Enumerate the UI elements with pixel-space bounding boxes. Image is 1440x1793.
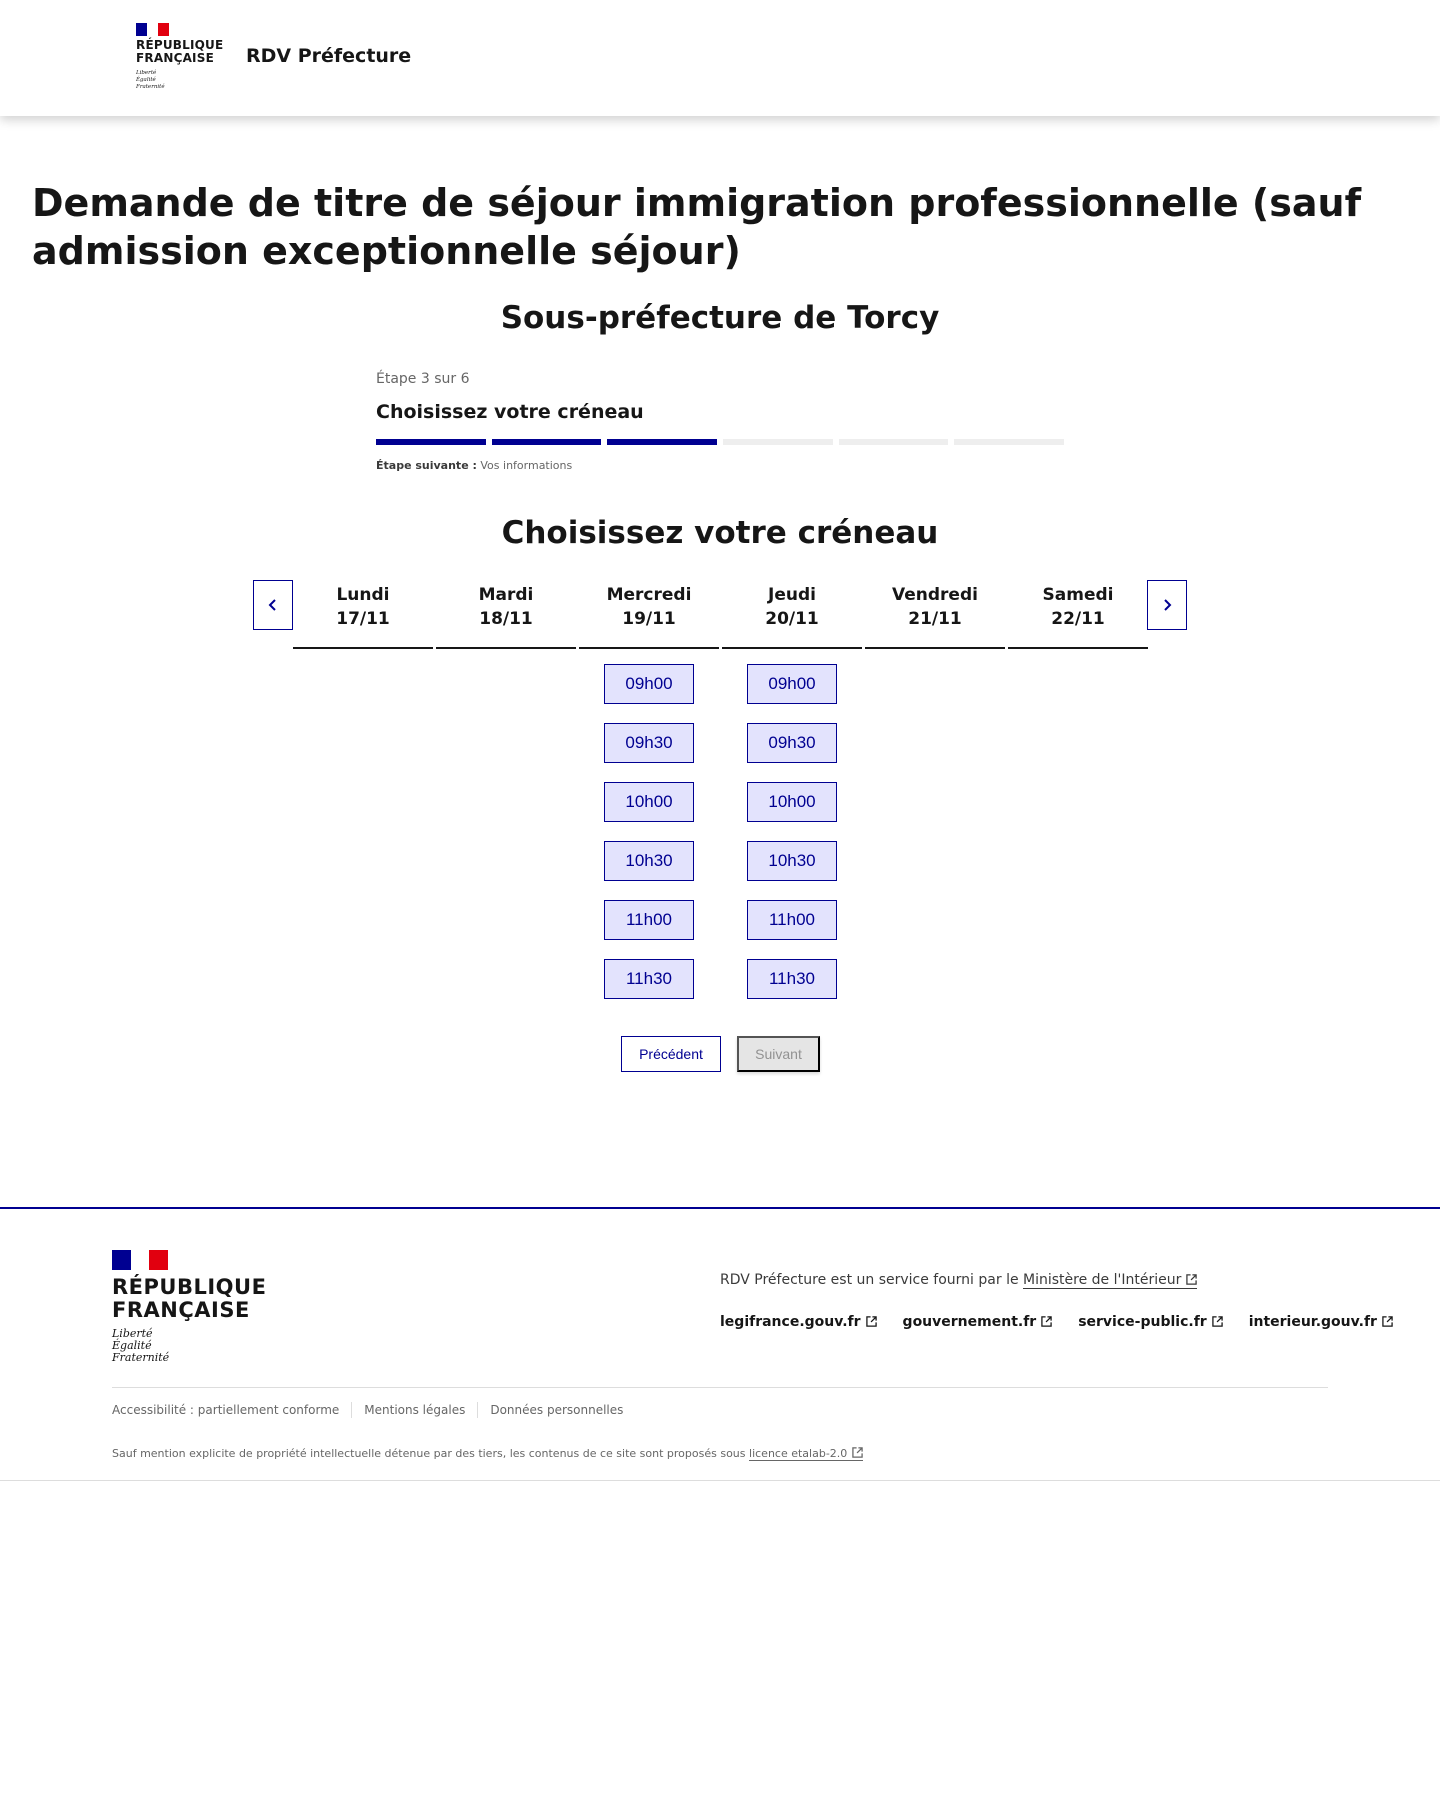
footer-logo-text <box>112 1276 266 1322</box>
logo-line-2: FRANÇAISE <box>136 51 214 65</box>
footer-bottom-link[interactable]: Données personnelles <box>490 1403 624 1417</box>
day-date: 19/11 <box>622 609 676 629</box>
next-button[interactable]: Suivant <box>737 1036 820 1072</box>
footer-description <box>720 1272 1197 1288</box>
footer-logo-line-1: RÉPUBLIQUE <box>112 1275 267 1299</box>
time-slot-button[interactable]: 09h30 <box>604 723 694 763</box>
time-slot-button[interactable]: 09h00 <box>604 664 694 704</box>
external-link-icon <box>852 1447 863 1458</box>
step-bar <box>723 439 833 445</box>
footer-link-label: gouvernement.fr <box>902 1314 1037 1330</box>
step-next-value: Vos informations <box>480 459 573 472</box>
external-link-icon <box>1186 1274 1197 1285</box>
step-next-label: Étape suivante : <box>376 459 477 472</box>
footer-logo-line-2: FRANÇAISE <box>112 1298 250 1322</box>
page-title: Demande de titre de séjour immigration professionnelle (sauf admission exceptionnelle séjour) <box>32 181 1362 273</box>
footer-link-label: service-public.fr <box>1078 1314 1207 1330</box>
day-name: Vendredi <box>892 585 978 605</box>
day-column <box>1008 580 1148 999</box>
motto-fraternite: Fraternité <box>136 84 165 90</box>
marianne-flag-icon <box>136 23 169 36</box>
footer-republique-francaise-logo[interactable] <box>112 1250 266 1364</box>
day-column <box>436 580 576 999</box>
day-header <box>579 580 719 649</box>
step-count: Étape 3 sur 6 <box>376 371 470 387</box>
footer-bottom-link[interactable]: Mentions légales <box>364 1403 466 1417</box>
licence-etalab-link[interactable] <box>749 1447 863 1461</box>
time-slot-button[interactable]: 11h00 <box>604 900 694 940</box>
time-slot-button[interactable]: 10h00 <box>604 782 694 822</box>
chevron-right-icon <box>1160 598 1174 612</box>
day-name: Jeudi <box>768 585 816 605</box>
footer-bottom-link[interactable]: Accessibilité : partiellement conforme <box>112 1403 340 1417</box>
time-slot-button[interactable]: 09h30 <box>747 723 837 763</box>
external-link-icon <box>1382 1316 1393 1327</box>
step-bar <box>376 439 486 445</box>
step-progress-bar <box>376 439 1064 445</box>
step-bar <box>607 439 717 445</box>
day-date: 20/11 <box>765 609 819 629</box>
stepper <box>376 371 1064 472</box>
service-name-link[interactable]: RDV Préfecture <box>246 45 412 67</box>
previous-button[interactable]: Précédent <box>621 1036 721 1072</box>
day-date: 21/11 <box>908 609 962 629</box>
day-header <box>293 580 433 649</box>
day-date: 18/11 <box>479 609 533 629</box>
footer-external-link[interactable] <box>720 1314 877 1330</box>
chevron-left-icon <box>266 598 280 612</box>
section-title: Choisissez votre créneau <box>501 515 939 551</box>
time-slot-button[interactable]: 11h30 <box>604 959 694 999</box>
footer-external-link[interactable] <box>903 1314 1053 1330</box>
step-bar <box>954 439 1064 445</box>
day-column <box>579 580 719 999</box>
time-slot-button[interactable]: 10h00 <box>747 782 837 822</box>
licence-etalab-label: licence etalab-2.0 <box>749 1447 848 1460</box>
logo-motto <box>136 70 220 91</box>
prefecture-subtitle: Sous-préfecture de Torcy <box>500 300 940 336</box>
motto-egalite: Égalité <box>136 77 156 83</box>
footer-link-divider <box>477 1402 478 1418</box>
motto-liberte: Liberté <box>112 1327 153 1340</box>
time-slot-button[interactable]: 11h30 <box>747 959 837 999</box>
footer-link-label: interieur.gouv.fr <box>1248 1314 1377 1330</box>
next-week-button[interactable] <box>1147 580 1187 630</box>
slot-list <box>579 664 719 999</box>
site-header <box>0 0 1440 116</box>
motto-liberte: Liberté <box>136 70 157 76</box>
footer-links <box>720 1314 1393 1330</box>
external-link-icon <box>1041 1316 1052 1327</box>
time-slot-button[interactable]: 11h00 <box>747 900 837 940</box>
footer-link-label: legifrance.gouv.fr <box>720 1314 861 1330</box>
time-slot-button[interactable]: 10h30 <box>747 841 837 881</box>
day-column <box>865 580 1005 999</box>
logo-text <box>136 38 224 65</box>
step-bar <box>839 439 949 445</box>
slot-list <box>722 664 862 999</box>
external-link-icon <box>866 1316 877 1327</box>
license-text: Sauf mention explicite de propriété intellectuelle détenue par des tiers, les contenus de ce site sont proposés sous <box>112 1447 746 1460</box>
day-column <box>722 580 862 999</box>
calendar-days <box>293 580 1148 999</box>
previous-week-button[interactable] <box>253 580 293 630</box>
day-header <box>722 580 862 649</box>
day-header <box>436 580 576 649</box>
footer-bottom-links <box>112 1402 623 1418</box>
footer-description-text: RDV Préfecture est un service fourni par le <box>720 1272 1019 1288</box>
step-bar <box>492 439 602 445</box>
footer-license <box>112 1447 863 1460</box>
day-name: Mercredi <box>606 585 692 605</box>
motto-egalite: Égalité <box>112 1339 152 1352</box>
marianne-flag-icon <box>112 1250 168 1270</box>
day-date: 17/11 <box>336 609 390 629</box>
day-date: 22/11 <box>1051 609 1105 629</box>
time-slot-button[interactable]: 09h00 <box>747 664 837 704</box>
time-slot-button[interactable]: 10h30 <box>604 841 694 881</box>
day-name: Lundi <box>336 585 390 605</box>
day-name: Mardi <box>478 585 534 605</box>
day-column <box>293 580 433 999</box>
day-header <box>865 580 1005 649</box>
logo-line-1: RÉPUBLIQUE <box>136 38 224 52</box>
day-name: Samedi <box>1042 585 1114 605</box>
day-header <box>1008 580 1148 649</box>
site-footer <box>0 1207 1440 1481</box>
step-next <box>376 459 1064 472</box>
footer-logo-motto <box>112 1328 266 1364</box>
republique-francaise-logo[interactable] <box>136 23 224 91</box>
footer-link-divider <box>351 1402 352 1418</box>
external-link-icon <box>1212 1316 1223 1327</box>
footer-external-link[interactable] <box>1078 1314 1222 1330</box>
ministere-interieur-link[interactable] <box>1023 1272 1197 1289</box>
ministere-interieur-label: Ministère de l'Intérieur <box>1023 1272 1182 1288</box>
footer-divider <box>112 1387 1328 1388</box>
footer-external-link[interactable] <box>1249 1314 1393 1330</box>
step-title: Choisissez votre créneau <box>376 401 644 423</box>
motto-fraternite: Fraternité <box>112 1351 170 1364</box>
